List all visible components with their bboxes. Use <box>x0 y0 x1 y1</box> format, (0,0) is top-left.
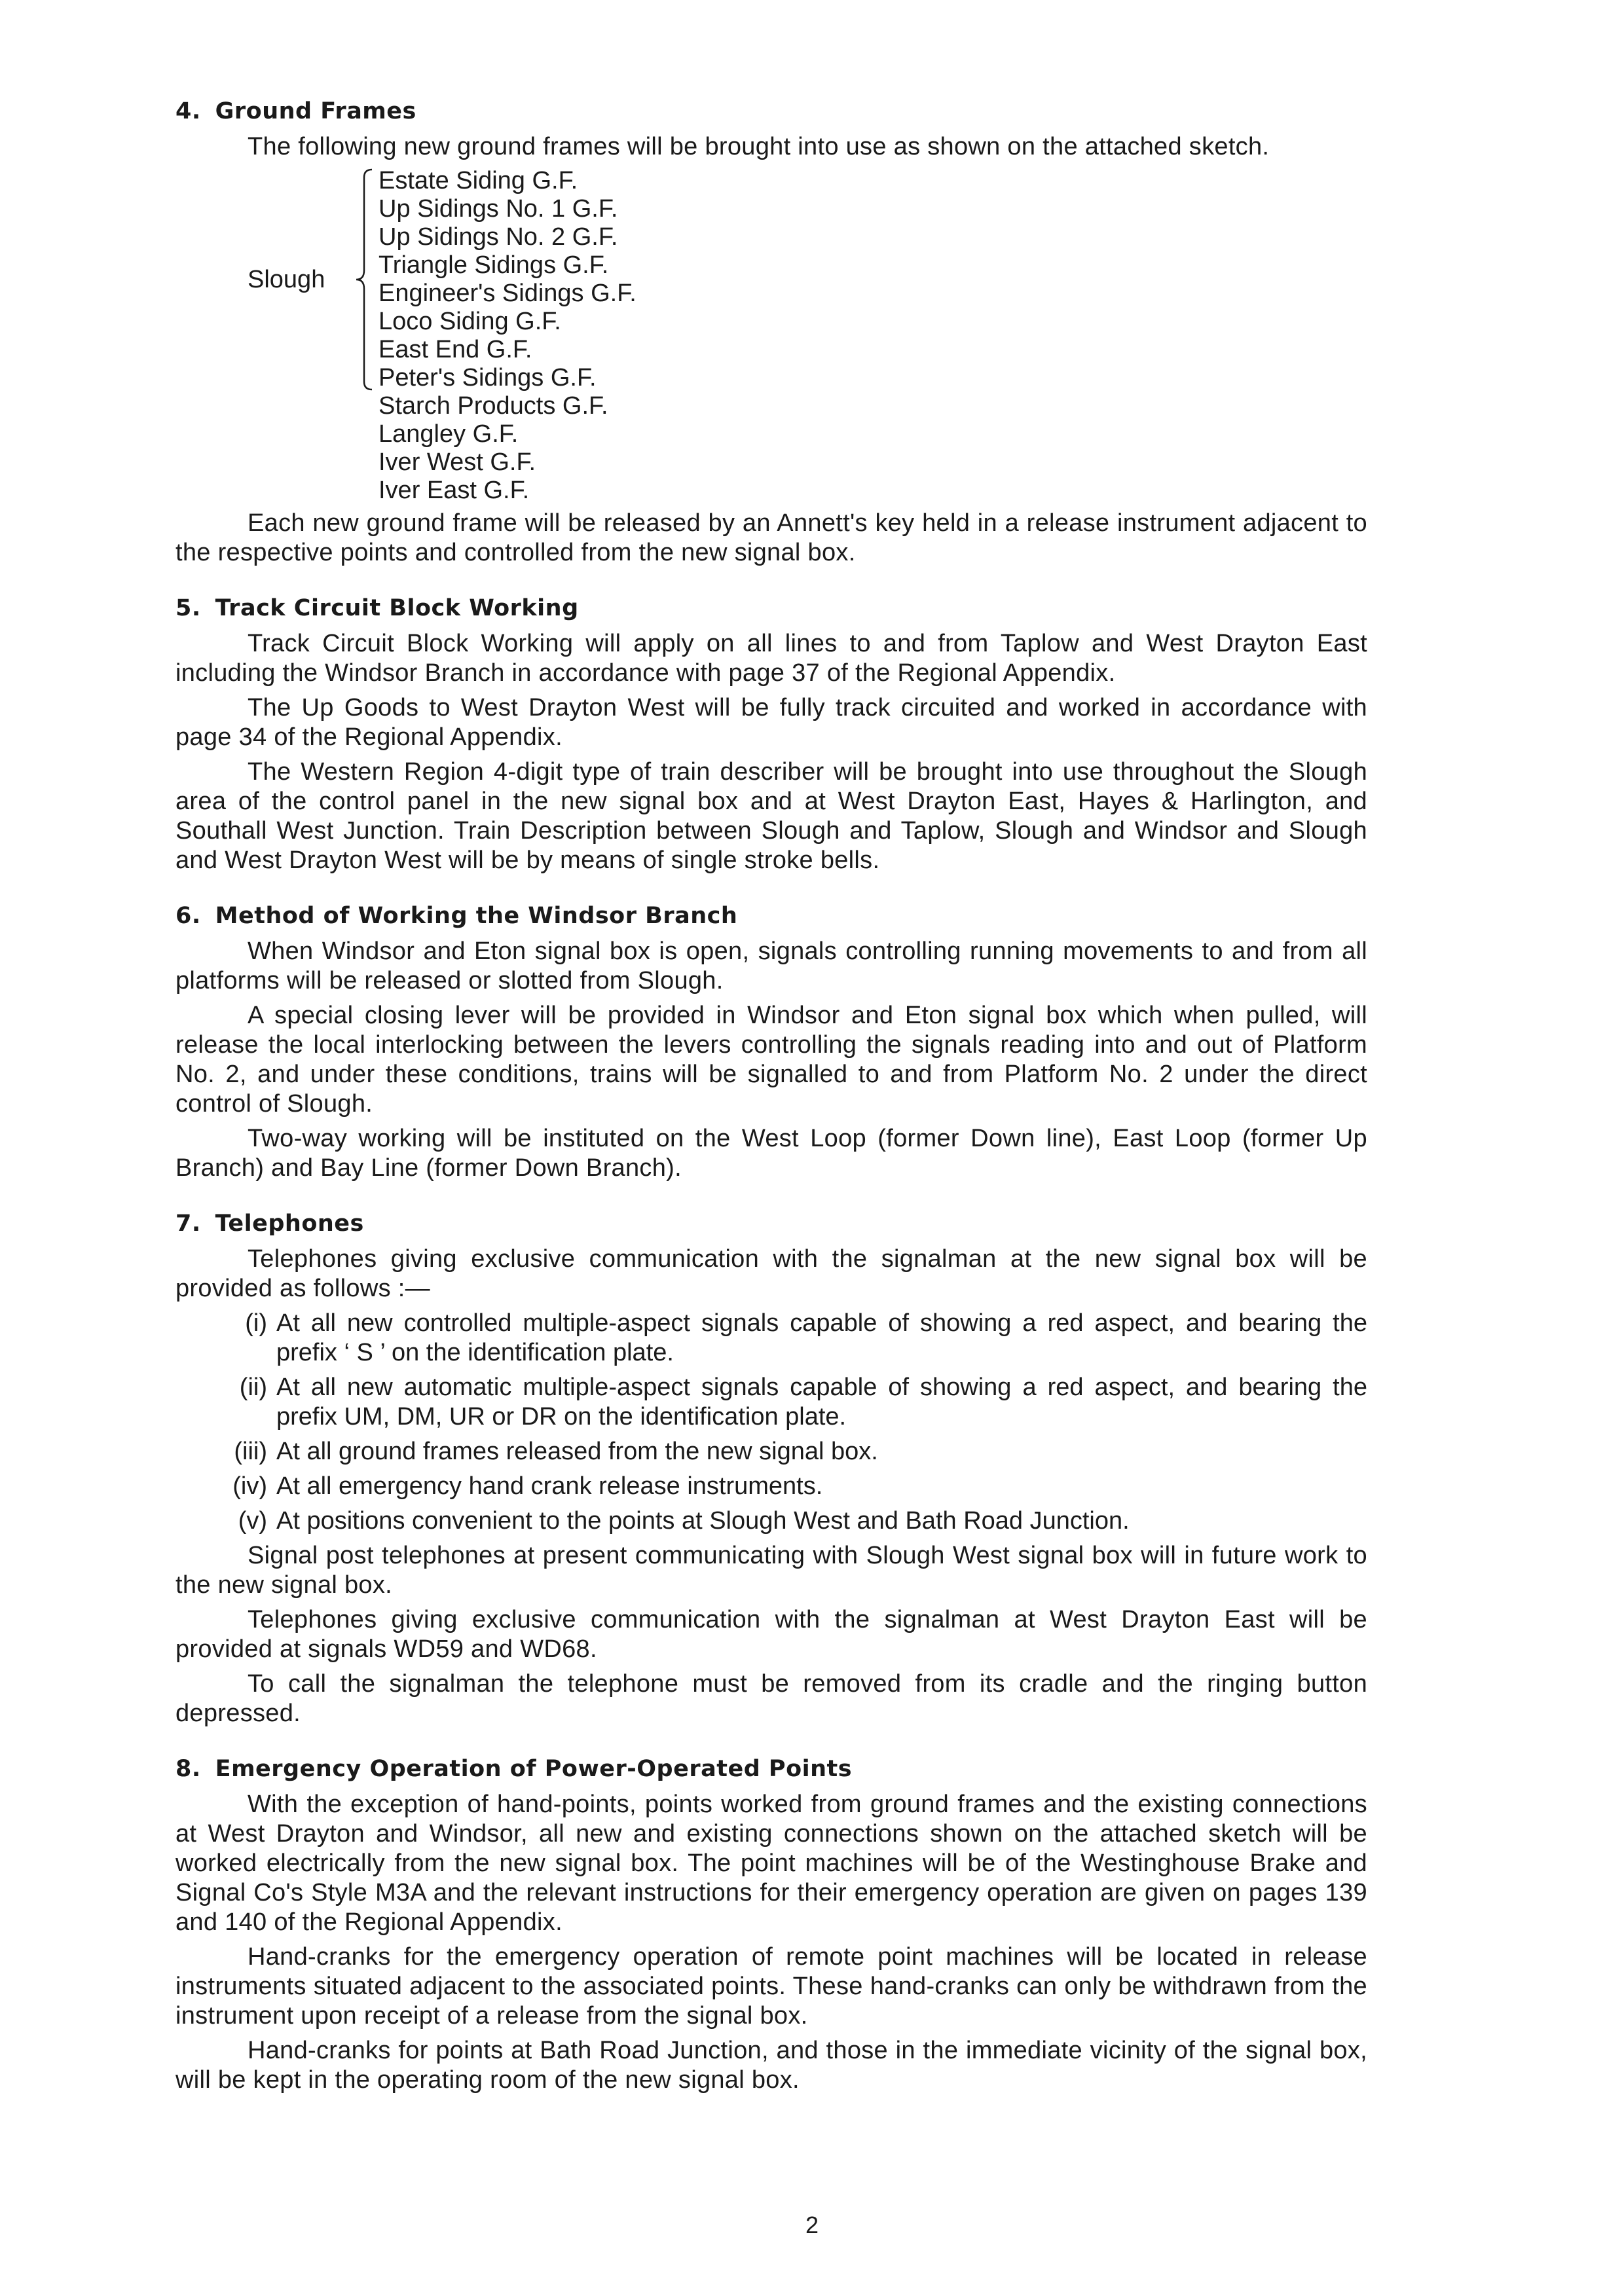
ground-frame-list <box>175 167 1367 505</box>
list-item: Up Sidings No. 1 G.F. <box>378 195 618 223</box>
list-item: Triangle Sidings G.F. <box>378 251 609 279</box>
section-number: 7. <box>175 1211 201 1237</box>
slough-group <box>175 167 1367 392</box>
list-marker: (v) <box>238 1507 267 1535</box>
page-number: 2 <box>805 2212 819 2238</box>
list-text: At all new automatic multiple-aspect signals capable of showing a red aspect, and bearing the prefix UM, DM, UR or DR on the identification plate. <box>276 1374 1367 1430</box>
paragraph: Hand-cranks for the emergency operation of remote point machines will be located in release instruments situated adjacent to the associated points. These hand-cranks can only be withdrawn from the instrument upon receipt of a release from the signal box. <box>175 1943 1367 2030</box>
section-title: Ground Frames <box>215 98 416 124</box>
list-text: At all emergency hand crank release instruments. <box>276 1472 823 1500</box>
list-marker: (iv) <box>232 1472 267 1500</box>
section-heading <box>175 1211 1367 1237</box>
list-item <box>175 1309 1367 1368</box>
section-number: 8. <box>175 1756 201 1782</box>
section-telephones <box>175 1211 1367 1728</box>
section-title: Telephones <box>215 1211 364 1237</box>
list-marker: (iii) <box>234 1438 267 1465</box>
section-heading <box>175 98 1367 124</box>
paragraph: With the exception of hand-points, points worked from ground frames and the existing connections at West Drayton and Windsor, all new and existing connections shown on the attached sketch will be worked electrically from the new signal box. The point machines will be of the Westinghouse Brake and Signal Co's Style M3A and the relevant instructions for their emergency operation are given on pages 139 and 140 of the Regional Appendix. <box>175 1791 1367 1936</box>
section-ground-frames <box>175 98 1367 568</box>
section-number: 6. <box>175 903 201 929</box>
brace-icon <box>352 167 378 392</box>
list-item: Peter's Sidings G.F. <box>378 364 597 392</box>
list-item: Iver East G.F. <box>378 477 530 504</box>
paragraph: When Windsor and Eton signal box is open, signals controlling running movements to and from all platforms will be released or slotted from Slough. <box>175 938 1367 994</box>
document-page <box>175 98 1367 2123</box>
list-item: Engineer's Sidings G.F. <box>378 280 637 307</box>
paragraph: Telephones giving exclusive communication with the signalman at the new signal box will be provided as follows :— <box>175 1245 1367 1302</box>
section-number: 5. <box>175 595 201 621</box>
section-heading <box>175 903 1367 929</box>
list-item <box>175 1373 1367 1432</box>
section-windsor-branch <box>175 903 1367 1183</box>
paragraph: The Western Region 4-digit type of train describer will be brought into use throughout the Slough area of the control panel in the new signal box and at West Drayton East, Hayes & Harlington, and Southall West Junction. Train Description between Slough and Taplow, Slough and Windsor and Slough and West Drayton West will be by means of single stroke bells. <box>175 758 1367 874</box>
list-item: Langley G.F. <box>378 420 519 448</box>
paragraph: Each new ground frame will be released by an Annett's key held in a release instrument adjacent to the respective points and controlled from the new signal box. <box>175 509 1367 566</box>
paragraph: Hand-cranks for points at Bath Road Junction, and those in the immediate vicinity of the signal box, will be kept in the operating room of the new signal box. <box>175 2037 1367 2094</box>
paragraph: The Up Goods to West Drayton West will be fully track circuited and worked in accordance with page 34 of the Regional Appendix. <box>175 694 1367 751</box>
section-number: 4. <box>175 98 201 124</box>
section-track-circuit <box>175 595 1367 875</box>
section-title: Emergency Operation of Power-Operated Points <box>215 1756 853 1782</box>
list-marker: (ii) <box>239 1374 267 1401</box>
section-emergency-points <box>175 1756 1367 2095</box>
paragraph: A special closing lever will be provided in Windsor and Eton signal box which when pulled, will release the local interlocking between the levers controlling the signals reading into and out of Platform No. 2, and under these conditions, trains will be signalled to and from Platform No. 2 under the direct control of Slough. <box>175 1002 1367 1118</box>
list-item <box>175 1506 1367 1536</box>
list-text: At all new controlled multiple-aspect signals capable of showing a red aspect, and bearing the prefix ‘ S ’ on the identification plate. <box>276 1309 1367 1366</box>
paragraph: The following new ground frames will be brought into use as shown on the attached sketch. <box>248 133 1270 160</box>
section-title: Method of Working the Windsor Branch <box>215 903 738 929</box>
list-item: Starch Products G.F. <box>378 392 608 420</box>
list-text: At all ground frames released from the new signal box. <box>276 1438 878 1465</box>
list-marker: (i) <box>245 1309 267 1337</box>
paragraph: To call the signalman the telephone must be removed from its cradle and the ringing button depressed. <box>175 1670 1367 1727</box>
section-heading <box>175 1756 1367 1782</box>
list-item: Up Sidings No. 2 G.F. <box>378 223 618 251</box>
list-item: East End G.F. <box>378 336 532 363</box>
list-item: Loco Siding G.F. <box>378 308 561 335</box>
list-item <box>175 1437 1367 1467</box>
list-item: Estate Siding G.F. <box>378 167 578 194</box>
list-item: Iver West G.F. <box>378 448 536 476</box>
list-text: At positions convenient to the points at Slough West and Bath Road Junction. <box>276 1507 1130 1535</box>
paragraph: Two-way working will be instituted on the West Loop (former Down line), East Loop (former Up Branch) and Bay Line (former Down Branch). <box>175 1125 1367 1182</box>
paragraph: Signal post telephones at present communicating with Slough West signal box will in future work to the new signal box. <box>175 1542 1367 1599</box>
paragraph: Telephones giving exclusive communication with the signalman at West Drayton East will be provided at signals WD59 and WD68. <box>175 1606 1367 1663</box>
telephone-locations <box>175 1309 1367 1536</box>
other-frames <box>175 392 1367 505</box>
slough-frames <box>378 167 637 392</box>
paragraph: Track Circuit Block Working will apply on all lines to and from Taplow and West Drayton East including the Windsor Branch in accordance with page 37 of the Regional Appendix. <box>175 630 1367 687</box>
section-title: Track Circuit Block Working <box>215 595 579 621</box>
list-item <box>175 1472 1367 1501</box>
slough-label: Slough <box>248 265 325 293</box>
section-heading <box>175 595 1367 621</box>
